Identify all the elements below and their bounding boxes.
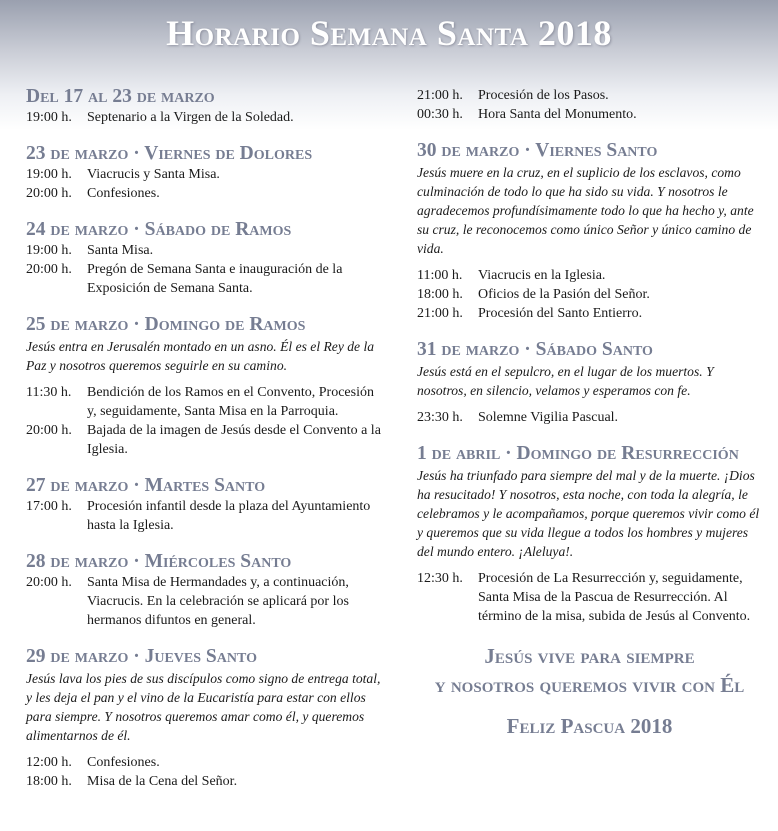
schedule-row (417, 285, 762, 304)
event-text: Confesiones. (87, 755, 160, 770)
schedule-row (26, 772, 386, 791)
left-column (26, 86, 386, 807)
event-time: 00:30 h. (417, 107, 463, 122)
event-time: 18:00 h. (26, 774, 72, 789)
schedule-row (26, 241, 386, 260)
schedule-row (26, 753, 386, 772)
day-heading: 27 de marzo · Martes Santo (26, 475, 266, 496)
schedule-row (26, 184, 386, 203)
event-time: 21:00 h. (417, 88, 463, 103)
event-time: 20:00 h. (26, 186, 72, 201)
event-time: 20:00 h. (26, 575, 72, 590)
day-heading: 25 de marzo · Domingo de Ramos (26, 314, 306, 335)
feliz-pascua: Feliz Pascua 2018 (506, 714, 673, 738)
schedule-row (26, 165, 386, 184)
event-text: Oficios de la Pasión del Señor. (478, 287, 650, 302)
schedule-row (26, 421, 386, 459)
event-text: Viacrucis y Santa Misa. (87, 167, 220, 182)
day-section (26, 86, 386, 127)
event-text: Viacrucis en la Iglesia. (478, 268, 606, 283)
event-time: 11:30 h. (26, 385, 72, 400)
day-section (417, 339, 762, 427)
day-description: Jesús entra en Jerusalén montado en un asno. Él es el Rey de la Paz y nosotros queremos seguirle en su camino. (26, 339, 375, 373)
event-text: Bajada de la imagen de Jesús desde el Convento a la Iglesia. (87, 423, 381, 457)
day-heading: 23 de marzo · Viernes de Dolores (26, 143, 313, 164)
day-description: Jesús ha triunfado para siempre del mal y de la muerte. ¡Dios ha resucitado! Y nosotros, esta noche, con toda la alegría, le celebramos y le acompañamos, porque queremos vivir como él y queremos que su vida llegue a todos los hombres y mujeres del mundo entero. ¡Aleluya!. (417, 468, 760, 559)
event-time: 12:30 h. (417, 571, 463, 586)
day-section (26, 551, 386, 630)
day-heading: Del 17 al 23 de marzo (26, 86, 215, 107)
event-time: 12:00 h. (26, 755, 72, 770)
day-section (26, 646, 386, 791)
event-text: Confesiones. (87, 186, 160, 201)
closing-line-1: Jesús vive para siempre (484, 644, 695, 668)
event-time: 20:00 h. (26, 262, 72, 277)
event-time: 18:00 h. (417, 287, 463, 302)
event-text: Hora Santa del Monumento. (478, 107, 637, 122)
schedule-row (26, 108, 386, 127)
event-text: Pregón de Semana Santa e inauguración de la Exposición de Semana Santa. (87, 262, 343, 296)
schedule-row (26, 383, 386, 421)
day-section (26, 475, 386, 535)
event-text: Bendición de los Ramos en el Convento, Procesión y, seguidamente, Santa Misa en la Parroquia. (87, 385, 374, 419)
schedule-row (417, 408, 762, 427)
event-time: 19:00 h. (26, 243, 72, 258)
event-text: Procesión de los Pasos. (478, 88, 609, 103)
event-time: 21:00 h. (417, 306, 463, 321)
day-heading: 24 de marzo · Sábado de Ramos (26, 219, 292, 240)
schedule-row (417, 569, 762, 626)
event-text: Solemne Vigilia Pascual. (478, 410, 619, 425)
event-time: 19:00 h. (26, 110, 72, 125)
event-time: 23:30 h. (417, 410, 463, 425)
schedule-row (26, 497, 386, 535)
event-text: Procesión de La Resurrección y, seguidamente, Santa Misa de la Pascua de Resurrección. Al término de la misa, subida de Jesús al Convento. (478, 571, 751, 624)
day-description: Jesús está en el sepulcro, en el lugar de los muertos. Y nosotros, en silencio, velamos y esperamos con fe. (417, 364, 714, 398)
day-heading: 29 de marzo · Jueves Santo (26, 646, 257, 667)
closing-line-2: y nosotros queremos vivir con Él (434, 673, 745, 697)
schedule-row (417, 86, 762, 105)
event-time: 19:00 h. (26, 167, 72, 182)
event-text: Misa de la Cena del Señor. (87, 774, 238, 789)
day-section (417, 443, 762, 626)
event-time: 20:00 h. (26, 423, 72, 438)
event-time: 11:00 h. (417, 268, 463, 283)
day-heading: 31 de marzo · Sábado Santo (417, 339, 653, 360)
day-heading: 30 de marzo · Viernes Santo (417, 140, 658, 161)
event-text: Procesión del Santo Entierro. (478, 306, 643, 321)
event-text: Santa Misa de Hermandades y, a continuación, Viacrucis. En la celebración se aplicará por los hermanos difuntos en general. (87, 575, 349, 628)
day-section (26, 143, 386, 203)
day-section (26, 219, 386, 298)
right-continuation (417, 86, 762, 124)
event-time: 17:00 h. (26, 499, 72, 514)
day-description: Jesús lava los pies de sus discípulos como signo de entrega total, y les deja el pan y el vino de la Eucaristía para estar con ellos para siempre. Y nosotros queremos amar como él, y queremos alimentarnos de él. (26, 671, 381, 743)
day-description: Jesús muere en la cruz, en el suplicio de los esclavos, como culminación de todo lo que ha sido su vida. Y nosotros le agradecemos profundísimamente todo lo que ha hecho y, ante su cruz, le reconocemos como único Señor y único camino de vida. (417, 165, 754, 256)
day-section (26, 314, 386, 459)
day-heading: 28 de marzo · Miércoles Santo (26, 551, 292, 572)
schedule-row (417, 304, 762, 323)
right-column (417, 86, 762, 739)
event-text: Procesión infantil desde la plaza del Ayuntamiento hasta la Iglesia. (87, 499, 371, 533)
page-title: Horario Semana Santa 2018 (166, 13, 612, 53)
closing-message (417, 642, 762, 700)
day-heading: 1 de abril · Domingo de Resurrección (417, 443, 739, 464)
schedule-row (417, 105, 762, 124)
schedule-row (26, 260, 386, 298)
event-text: Septenario a la Virgen de la Soledad. (87, 110, 294, 125)
schedule-row (417, 266, 762, 285)
schedule-row (26, 573, 386, 630)
event-text: Santa Misa. (87, 243, 154, 258)
day-section (417, 140, 762, 323)
